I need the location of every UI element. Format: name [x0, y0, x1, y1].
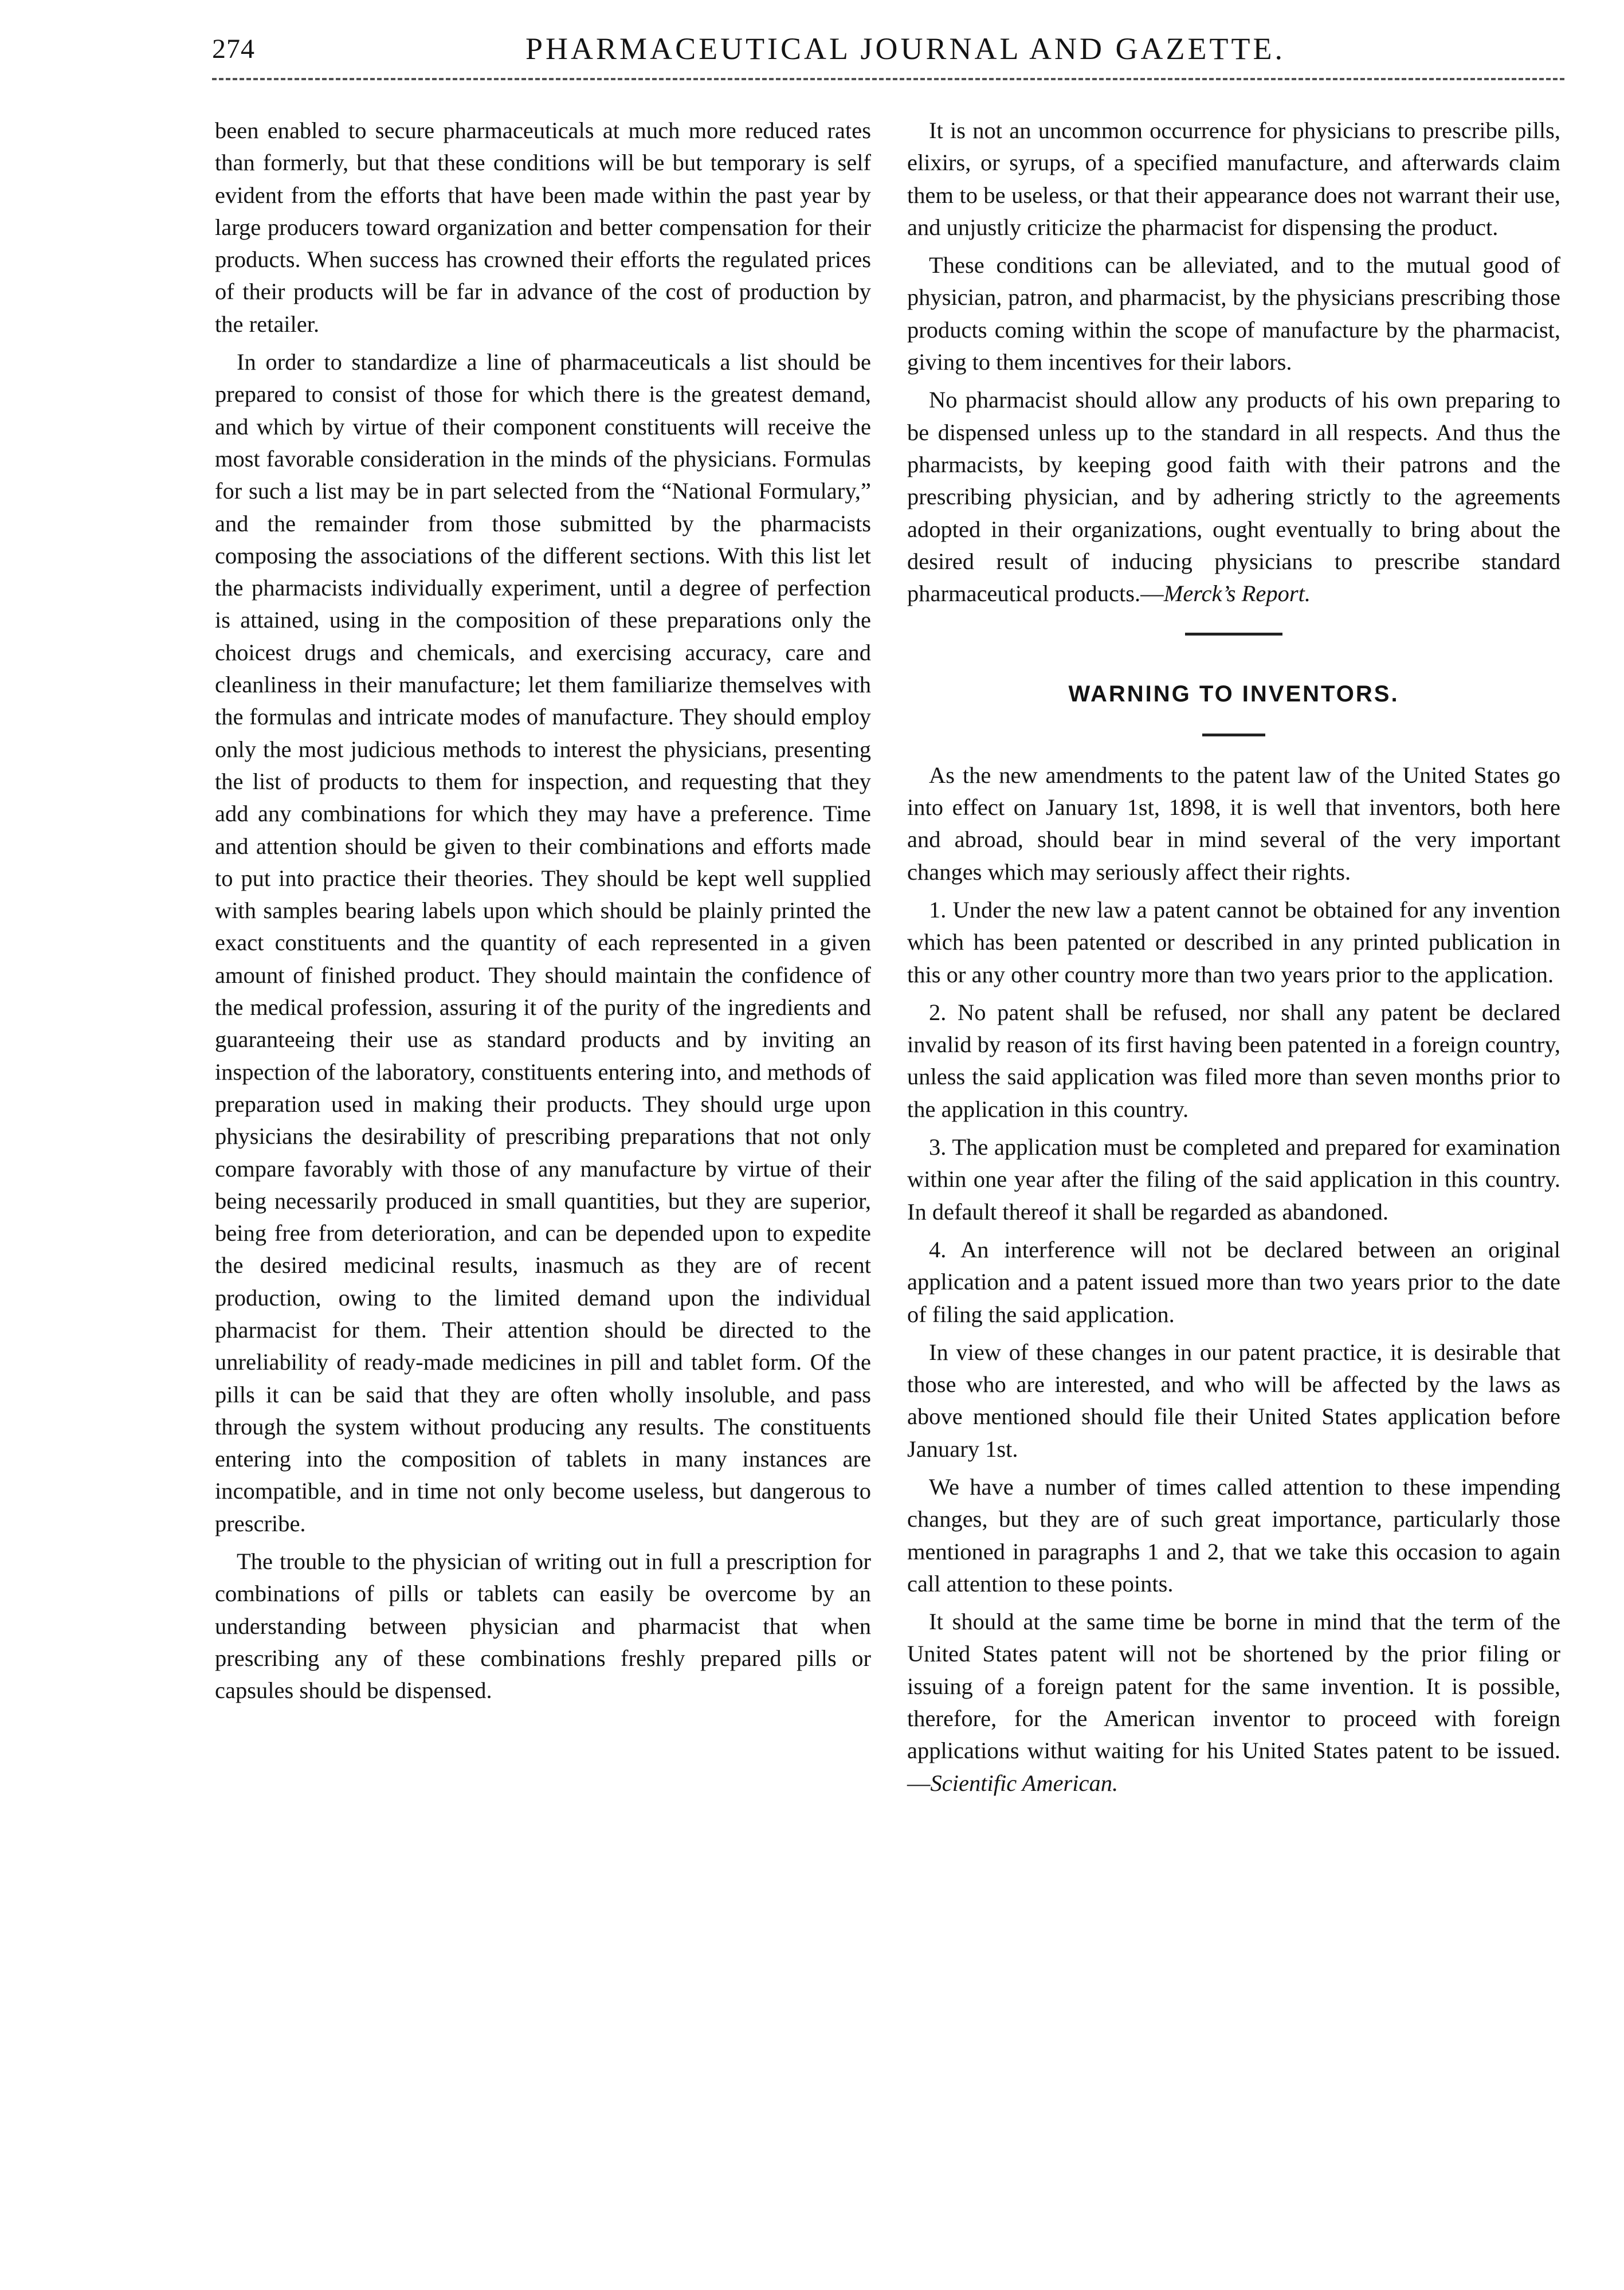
page-header — [206, 23, 1570, 80]
section-divider — [1185, 633, 1282, 636]
heading-divider — [1202, 734, 1265, 736]
journal-title: PHARMACEUTICAL JOURNAL AND GAZETTE. — [525, 32, 1285, 66]
left-column — [215, 115, 871, 1713]
article-paragraph: The trouble to the physician of writing out in full a prescription for combinations of pills or tablets can easily be overcome by an understanding between physician and pharmacist that when prescribing any of these combinations freshly prepared pills or capsules should be dispensed. — [215, 1548, 871, 1704]
numbered-item: 1. Under the new law a patent cannot be obtained for any invention which has been patented or described in any printed publication in this or any other country more than two years prior to the application. — [907, 896, 1560, 987]
section-closing-paragraph — [907, 1606, 1560, 1799]
source-attribution: Scientific American. — [930, 1770, 1119, 1796]
source-attribution: Merck’s Report. — [1163, 581, 1311, 607]
article-paragraph: It is not an uncommon occurrence for physicians to prescribe pills, elixirs, or syrups, of a specified manufacture, and afterwards claim them to be useless, or that their appearance does not warrant their use, and unjustly criticize the pharmacist for dispensing the product. — [907, 117, 1560, 240]
article-closing-paragraph — [907, 384, 1560, 610]
section-paragraph: We have a number of times called attention to these impending changes, but they are of such great importance, particularly those mentioned in paragraphs 1 and 2, that we take this occasion to again call attention to these points. — [907, 1473, 1560, 1597]
section-paragraph: In view of these changes in our patent practice, it is desirable that those who are interested, and who will be affected by the laws as above mentioned should file their United States application before January 1st. — [907, 1339, 1560, 1462]
header-rule-divider — [212, 78, 1564, 80]
section-heading: WARNING TO INVENTORS. — [1068, 681, 1399, 707]
right-column — [907, 115, 1560, 1805]
article-paragraph: been enabled to secure pharmaceuticals at much more reduced rates than formerly, but that these conditions will be but temporary is self evident from the efforts that have been made within the past year by large producers toward organization and better compensation for their products. When success has crowned their efforts the regulated prices of their products will be far in advance of the cost of production by the retailer. — [215, 117, 871, 337]
closing-text: It should at the same time be borne in mind that the term of the United States patent will not be shortened by the prior filing or issuing of a foreign patent for the same invention. It is possible, therefore, for the American inventor to proceed with foreign applications withut waiting for his United States patent to be issued.— — [907, 1609, 1560, 1796]
section-paragraph: As the new amendments to the patent law of the United States go into effect on January 1st, 1898, it is well that inventors, both here and abroad, should bear in mind several of the very important changes which may seriously affect their rights. — [907, 762, 1560, 885]
numbered-item: 3. The application must be completed and prepared for examination within one year after the filing of the said application in this country. In default thereof it shall be regarded as abandoned. — [907, 1134, 1560, 1225]
numbered-item: 2. No patent shall be refused, nor shall any patent be declared invalid by reason of its first having been patented in a foreign country, unless the said application was filed more than seven months prior to the application in this country. — [907, 999, 1560, 1122]
closing-text: No pharmacist should allow any products of his own preparing to be dispensed unless up to the standard in all respects. And thus the pharmacists, by keeping good faith with their patrons and the prescribing physician, and by adhering strictly to the agreements adopted in their organizations, ought eventually to bring about the desired result of inducing physicians to prescribe standard pharmaceutical products.— — [907, 387, 1560, 607]
article-paragraph: In order to standardize a line of pharmaceuticals a list should be prepared to consist of those for which there is the greatest demand, and which by virtue of their component constituents will receive the most favorable consideration in the minds of the physicians. Formulas for such a list may be in part selected from the “National Formulary,” and the remainder from those submitted by the pharmacists composing the associations of the different sections. With this list let the pharmacists individually experiment, until a degree of perfection is attained, using in the composition of these preparations only the choicest drugs and chemicals, and exercising accuracy, care and cleanliness in their manufacture; let them familiarize themselves with the formulas and intricate modes of manufacture. They should employ only the most judicious methods to interest the physicians, presenting the list of products to them for inspection, and requesting that they add any combinations for which they may have a preference. Time and attention should be given to their combinations and efforts made to put into practice their theories. They should be kept well supplied with samples bearing labels upon which should be plainly printed the exact constituents and the quantity of each represented in a given amount of finished product. They should maintain the confidence of the medical profession, assuring it of the purity of the ingredients and guaranteeing their use as standard products and by inviting an inspection of the laboratory, constituents entering into, and methods of preparation used in making their products. They should urge upon physicians the desirability of prescribing preparations that not only compare favorably with those of any manufacture by virtue of their being necessarily produced in small quantities, but they are superior, being free from deterioration, and can be depended upon to expedite the desired medicinal results, inasmuch as they are of recent production, owing to the limited demand upon the individual pharmacist for them. Their attention should be directed to the unreliability of ready-made medicines in pill and tablet form. Of the pills it can be said that they are often wholly insoluble, and pass through the system without producing any results. The constituents entering into the composition of tablets in many instances are incompatible, and in time not only become useless, but dangerous to prescribe. — [215, 349, 871, 1536]
article-paragraph: These conditions can be alleviated, and to the mutual good of physician, patron, and pharmacist, by the physicians prescribing those products coming within the scope of manufacture by the pharmacist, giving to them incentives for their labors. — [907, 252, 1560, 375]
numbered-item: 4. An interference will not be declared between an original application and a patent issued more than two years prior to the date of filing the said application. — [907, 1236, 1560, 1327]
page-number: 274 — [212, 34, 255, 64]
